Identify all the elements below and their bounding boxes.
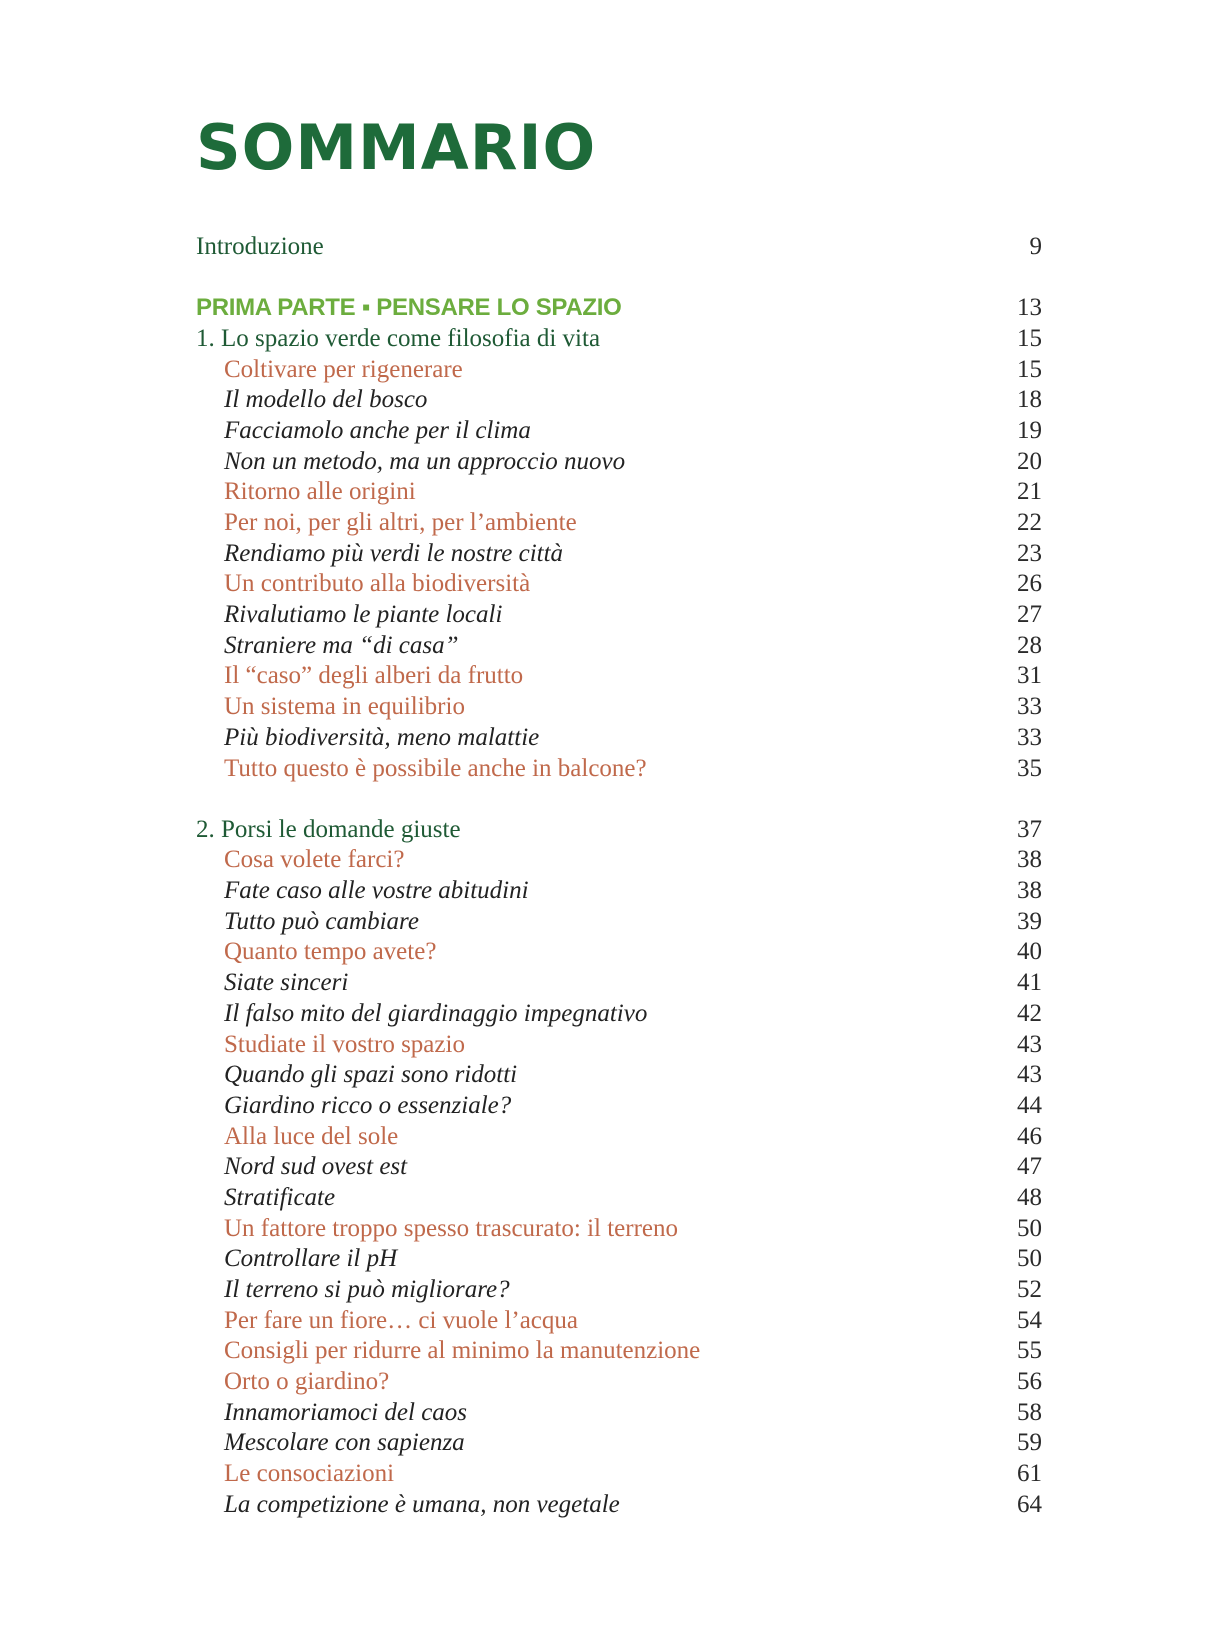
- toc-section-entry[interactable]: [196, 845, 1042, 876]
- toc-page-number: 21: [1017, 478, 1042, 506]
- toc-entry-label: Per fare un fiore… ci vuole l’acqua: [224, 1306, 579, 1334]
- toc-entry-label: Non un metodo, ma un approccio nuovo: [224, 447, 626, 475]
- toc-page-number: 35: [1017, 754, 1042, 782]
- toc-entry-label: Giardino ricco o essenziale?: [224, 1091, 512, 1119]
- toc-section-entry[interactable]: [196, 1122, 1042, 1153]
- toc-page-number: 41: [1017, 969, 1042, 997]
- toc-page-number: 39: [1017, 907, 1042, 935]
- toc-page-number: 19: [1017, 416, 1042, 444]
- toc-section-entry[interactable]: [196, 1214, 1042, 1245]
- toc-page-number: 20: [1017, 447, 1042, 475]
- toc-entry-introduction[interactable]: [196, 232, 1042, 263]
- toc-entry-label: Coltivare per rigenerare: [224, 355, 463, 383]
- toc-page-number: 52: [1017, 1276, 1042, 1303]
- toc-page-number: 50: [1017, 1245, 1042, 1273]
- toc-entry-label: 2. Porsi le domande giuste: [196, 815, 461, 843]
- toc-entry-label: Mescolare con sapienza: [224, 1429, 465, 1457]
- toc-page-number: 59: [1017, 1429, 1042, 1457]
- toc-entry-label: Tutto può cambiare: [224, 907, 419, 935]
- toc-entry-label: Innamoriamoci del caos: [224, 1398, 468, 1426]
- toc-entry-label: Introduzione: [196, 233, 324, 260]
- toc-sub-entry[interactable]: [196, 600, 1042, 631]
- toc-page-number: 38: [1017, 877, 1042, 905]
- toc-entry-label: 1. Lo spazio verde come filosofia di vita: [196, 324, 601, 352]
- toc-page-number: 27: [1017, 601, 1042, 629]
- table-of-contents: [196, 232, 1042, 1521]
- toc-page-number: 47: [1017, 1153, 1042, 1181]
- toc-sub-entry[interactable]: [196, 1060, 1042, 1091]
- toc-entry-label: Siate sinceri: [224, 969, 349, 997]
- toc-sub-entry[interactable]: [196, 1428, 1042, 1459]
- toc-entry-label: Tutto questo è possibile anche in balcone?: [224, 754, 647, 782]
- toc-entry-label: Straniere ma “di casa”: [224, 631, 459, 659]
- toc-chapter-1[interactable]: [196, 324, 1042, 355]
- toc-page-number: 37: [1017, 815, 1042, 843]
- toc-section-entry[interactable]: [196, 1367, 1042, 1398]
- toc-entry-label: Il modello del bosco: [224, 386, 428, 414]
- toc-page-number: 64: [1017, 1490, 1042, 1518]
- toc-entry-label: Consigli per ridurre al minimo la manutenzione: [224, 1337, 701, 1365]
- toc-page-number: 23: [1017, 539, 1042, 567]
- toc-sub-entry[interactable]: [196, 1275, 1042, 1306]
- toc-section-entry[interactable]: [196, 355, 1042, 386]
- toc-page-number: 55: [1017, 1337, 1042, 1365]
- toc-page-number: 13: [1017, 294, 1042, 322]
- toc-sub-entry[interactable]: [196, 968, 1042, 999]
- toc-entry-label: Ritorno alle origini: [224, 478, 416, 506]
- toc-section-entry[interactable]: [196, 477, 1042, 508]
- toc-entry-label: Il terreno si può migliorare?: [224, 1276, 510, 1303]
- toc-entry-label: Il “caso” degli alberi da frutto: [224, 662, 524, 690]
- toc-entry-label: Cosa volete farci?: [224, 846, 405, 874]
- toc-sub-entry[interactable]: [196, 631, 1042, 662]
- toc-entry-label: Un contributo alla biodiversità: [224, 570, 531, 598]
- toc-sub-entry[interactable]: [196, 999, 1042, 1030]
- toc-section-entry[interactable]: [196, 1459, 1042, 1490]
- toc-page-number: 42: [1017, 999, 1042, 1027]
- toc-entry-label: Rendiamo più verdi le nostre città: [224, 539, 564, 567]
- toc-entry-label: Quanto tempo avete?: [224, 938, 437, 966]
- toc-page-number: 50: [1017, 1214, 1042, 1242]
- toc-entry-label: Controllare il pH: [224, 1245, 398, 1273]
- toc-page-number: 31: [1017, 662, 1042, 690]
- toc-section-entry[interactable]: [196, 569, 1042, 600]
- toc-page-number: 54: [1017, 1306, 1042, 1334]
- toc-page-number: 33: [1017, 723, 1042, 751]
- toc-sub-entry[interactable]: [196, 539, 1042, 570]
- toc-entry-label: Studiate il vostro spazio: [224, 1030, 465, 1058]
- toc-sub-entry[interactable]: [196, 907, 1042, 938]
- toc-part-heading[interactable]: [196, 293, 1042, 324]
- toc-page-number: 38: [1017, 846, 1042, 874]
- toc-entry-label: Rivalutiamo le piante locali: [224, 601, 503, 629]
- toc-section-entry[interactable]: [196, 1030, 1042, 1061]
- toc-section-entry[interactable]: [196, 661, 1042, 692]
- toc-page-number: 15: [1017, 324, 1042, 352]
- toc-page-number: 15: [1017, 355, 1042, 383]
- toc-page-number: 28: [1017, 631, 1042, 659]
- toc-page-number: 56: [1017, 1368, 1042, 1396]
- toc-section-entry[interactable]: [196, 692, 1042, 723]
- toc-entry-label: Stratificate: [224, 1183, 336, 1211]
- toc-section-entry[interactable]: [196, 1306, 1042, 1337]
- toc-sub-entry[interactable]: [196, 385, 1042, 416]
- toc-entry-label: Il falso mito del giardinaggio impegnativo: [224, 999, 648, 1027]
- toc-section-entry[interactable]: [196, 508, 1042, 539]
- toc-page-number: 61: [1017, 1460, 1042, 1488]
- toc-entry-label: Alla luce del sole: [224, 1122, 399, 1150]
- toc-entry-label: Un fattore troppo spesso trascurato: il terreno: [224, 1214, 679, 1242]
- chapter-2-entries: [196, 845, 1042, 1520]
- toc-page-number: 48: [1017, 1183, 1042, 1211]
- toc-page-number: 33: [1017, 693, 1042, 721]
- toc-entry-label: Per noi, per gli altri, per l’ambiente: [224, 509, 577, 536]
- toc-entry-label: Più biodiversità, meno malattie: [224, 723, 540, 751]
- toc-page-number: 46: [1017, 1122, 1042, 1150]
- spacer: [196, 784, 1042, 815]
- spacer: [196, 263, 1042, 294]
- toc-sub-entry[interactable]: [196, 723, 1042, 754]
- toc-sub-entry[interactable]: [196, 876, 1042, 907]
- toc-section-entry[interactable]: [196, 754, 1042, 785]
- toc-sub-entry[interactable]: [196, 447, 1042, 478]
- toc-entry-label: Un sistema in equilibrio: [224, 693, 465, 721]
- toc-page-number: 22: [1017, 509, 1042, 536]
- toc-chapter-2[interactable]: [196, 815, 1042, 846]
- toc-sub-entry[interactable]: [196, 1183, 1042, 1214]
- toc-page-number: 58: [1017, 1398, 1042, 1426]
- page-title: SOMMARIO: [196, 111, 597, 184]
- toc-entry-label: La competizione è umana, non vegetale: [224, 1490, 620, 1518]
- toc-section-entry[interactable]: [196, 937, 1042, 968]
- toc-sub-entry[interactable]: [196, 1398, 1042, 1429]
- toc-sub-entry[interactable]: [196, 416, 1042, 447]
- toc-sub-entry[interactable]: [196, 1244, 1042, 1275]
- toc-entry-label: Le consociazioni: [224, 1460, 395, 1488]
- toc-page-number: 40: [1017, 938, 1042, 966]
- toc-entry-label: Fate caso alle vostre abitudini: [224, 877, 529, 905]
- toc-sub-entry[interactable]: [196, 1091, 1042, 1122]
- toc-page-number: 26: [1017, 570, 1042, 598]
- toc-page-number: 43: [1017, 1030, 1042, 1058]
- toc-page-number: 44: [1017, 1091, 1042, 1119]
- chapter-1-entries: [196, 355, 1042, 785]
- toc-page-number: 43: [1017, 1061, 1042, 1089]
- toc-page-number: 9: [1029, 233, 1042, 260]
- toc-entry-label: Orto o giardino?: [224, 1368, 390, 1396]
- toc-sub-entry[interactable]: [196, 1152, 1042, 1183]
- toc-entry-label: Facciamolo anche per il clima: [224, 416, 531, 444]
- toc-sub-entry[interactable]: [196, 1490, 1042, 1521]
- toc-entry-label: Nord sud ovest est: [224, 1153, 408, 1181]
- toc-page-number: 18: [1017, 386, 1042, 414]
- toc-entry-label: PRIMA PARTE ▪ PENSARE LO SPAZIO: [196, 294, 622, 322]
- toc-entry-label: Quando gli spazi sono ridotti: [224, 1061, 518, 1089]
- toc-section-entry[interactable]: [196, 1336, 1042, 1367]
